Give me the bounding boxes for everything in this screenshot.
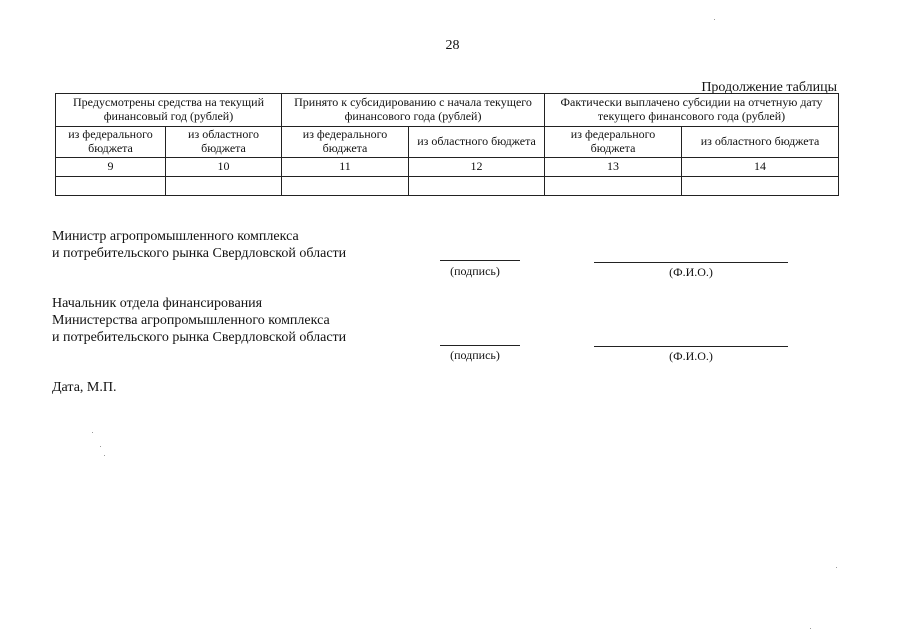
- column-number-cell: 12: [409, 158, 545, 177]
- column-number-cell: 9: [56, 158, 166, 177]
- minister-name-caption: (Ф.И.О.): [669, 265, 713, 279]
- table-empty-row: [56, 177, 839, 196]
- finance-head-title-line: Начальник отдела финансирования: [52, 296, 263, 311]
- group-header-paid-subsidy: Фактически выплачено субсидии на отчетную дату текущего финансового года (рублей): [545, 94, 839, 127]
- table-column-number-row: [56, 158, 839, 177]
- sub-header-cell: из областного бюджета: [409, 127, 545, 158]
- scan-speck: [836, 567, 837, 568]
- scan-speck: [714, 19, 715, 20]
- empty-cell: [166, 177, 282, 196]
- scan-speck: [104, 455, 105, 456]
- minister-signature-caption: (подпись): [450, 264, 500, 278]
- minister-signature-line: [440, 260, 520, 261]
- finance-head-signature-line: [440, 345, 520, 346]
- minister-title-line: и потребительского рынка Свердловской области: [52, 246, 347, 261]
- empty-cell: [282, 177, 409, 196]
- finance-head-name-caption: (Ф.И.О.): [669, 349, 713, 363]
- sub-header-cell: из федерального бюджета: [545, 127, 682, 158]
- finance-head-name-line: [594, 346, 788, 347]
- sub-header-cell: из областного бюджета: [682, 127, 839, 158]
- sub-header-cell: из областного бюджета: [166, 127, 282, 158]
- sub-header-cell: из федерального бюджета: [282, 127, 409, 158]
- date-stamp-label: Дата, М.П.: [52, 380, 117, 395]
- empty-cell: [409, 177, 545, 196]
- column-number-cell: 14: [682, 158, 839, 177]
- finance-head-signature-caption: (подпись): [450, 348, 500, 362]
- group-header-planned-funds: Предусмотрены средства на текущий финансовый год (рублей): [56, 94, 282, 127]
- minister-title: [52, 228, 346, 262]
- scan-speck: [100, 446, 101, 447]
- minister-name-line: [594, 262, 788, 263]
- empty-cell: [545, 177, 682, 196]
- page-number: 28: [445, 38, 460, 53]
- empty-cell: [56, 177, 166, 196]
- sub-header-cell: из федерального бюджета: [56, 127, 166, 158]
- scan-speck: [810, 628, 811, 629]
- finance-head-title-line: Министерства агропромышленного комплекса: [52, 313, 330, 328]
- column-number-cell: 10: [166, 158, 282, 177]
- minister-title-line: Министр агропромышленного комплекса: [52, 229, 299, 244]
- empty-cell: [682, 177, 839, 196]
- finance-head-title: [52, 295, 346, 346]
- table-continuation-label: Продолжение таблицы: [701, 80, 837, 95]
- table-group-header-row: [56, 94, 839, 127]
- finance-head-title-line: и потребительского рынка Свердловской области: [52, 330, 347, 345]
- group-header-accepted-subsidy: Принято к субсидированию с начала текущего финансового года (рублей): [282, 94, 545, 127]
- column-number-cell: 11: [282, 158, 409, 177]
- column-number-cell: 13: [545, 158, 682, 177]
- table-sub-header-row: [56, 127, 839, 158]
- scan-speck: [92, 432, 93, 433]
- report-table: [55, 93, 839, 196]
